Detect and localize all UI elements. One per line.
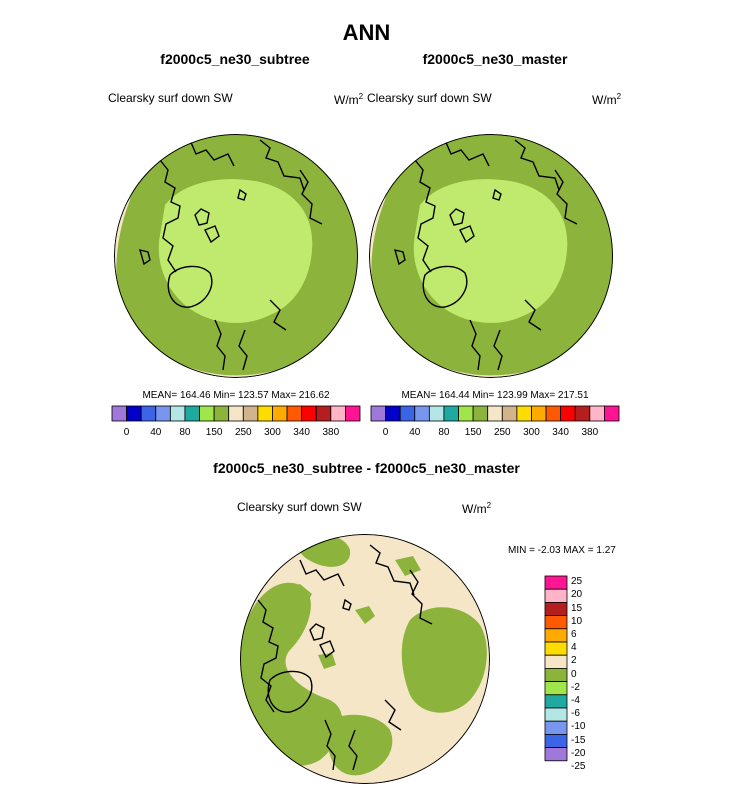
colorbar-swatch bbox=[473, 406, 488, 421]
colorbar-tick-label: -4 bbox=[571, 695, 580, 706]
diff-panel-variable: Clearsky surf down SW bbox=[237, 500, 362, 514]
colorbar-swatch bbox=[185, 406, 200, 421]
colorbar-swatch bbox=[531, 406, 546, 421]
units-exponent: 2 bbox=[616, 92, 622, 101]
panel-right-title: f2000c5_ne30_master bbox=[422, 51, 568, 67]
polar-map-left bbox=[114, 132, 360, 378]
colorbar-tick-label: 340 bbox=[293, 427, 310, 438]
colorbar-tick-label: 40 bbox=[409, 427, 421, 438]
diff-panel-minmax: MIN = -2.03 MAX = 1.27 bbox=[508, 545, 616, 556]
colorbar-tick-label: 300 bbox=[264, 427, 281, 438]
colorbar-tick-label: -10 bbox=[571, 721, 586, 733]
colorbar-swatch bbox=[545, 682, 567, 695]
colorbar-left bbox=[112, 406, 360, 421]
colorbar-tick-label: 6 bbox=[571, 629, 577, 640]
colorbar-tick-label: 20 bbox=[571, 589, 583, 601]
colorbar-tick-label: 340 bbox=[552, 427, 569, 438]
panel-left-stats: MEAN= 164.46 Min= 123.57 Max= 216.62 bbox=[142, 390, 330, 401]
colorbar-swatch bbox=[200, 406, 215, 421]
colorbar-right bbox=[371, 406, 619, 421]
colorbar-tick-label: 150 bbox=[205, 427, 223, 438]
colorbar-swatch bbox=[170, 406, 185, 421]
colorbar-tick-label: 10 bbox=[571, 615, 583, 627]
colorbar-swatch bbox=[415, 406, 430, 421]
colorbar-swatch bbox=[545, 642, 567, 655]
colorbar-swatch bbox=[545, 708, 567, 721]
colorbar-tick-label: 80 bbox=[438, 427, 450, 438]
colorbar-swatch bbox=[517, 406, 532, 421]
colorbar-tick-label: 2 bbox=[571, 655, 577, 667]
colorbar-tick-label: 0 bbox=[123, 427, 130, 438]
colorbar-tick-label: 300 bbox=[523, 427, 540, 438]
colorbar-swatch bbox=[272, 406, 287, 421]
colorbar-tick-label: 80 bbox=[179, 427, 191, 438]
colorbar-swatch bbox=[502, 406, 517, 421]
colorbar-swatch bbox=[488, 406, 503, 421]
colorbar-swatch bbox=[546, 406, 561, 421]
colorbar-swatch bbox=[258, 406, 273, 421]
colorbar-tick-label: 380 bbox=[581, 427, 599, 438]
colorbar-swatch bbox=[545, 734, 567, 747]
colorbar-tick-label: 4 bbox=[571, 642, 577, 654]
colorbar-swatch bbox=[345, 406, 360, 421]
polar-map-right bbox=[369, 132, 615, 378]
colorbar-swatch bbox=[459, 406, 474, 421]
colorbar-tick-label: 380 bbox=[322, 427, 340, 438]
colorbar-swatch bbox=[316, 406, 331, 421]
colorbar-swatch bbox=[302, 406, 317, 421]
colorbar-swatch bbox=[214, 406, 229, 421]
colorbar-tick-label: 250 bbox=[493, 427, 511, 438]
figure-title: ANN bbox=[342, 20, 391, 45]
colorbar-tick-label: 250 bbox=[234, 427, 252, 438]
panel-right-stats: MEAN= 164.44 Min= 123.99 Max= 217.51 bbox=[401, 390, 589, 401]
colorbar-swatch bbox=[545, 695, 567, 708]
colorbar-swatch bbox=[561, 406, 576, 421]
colorbar-tick-label: -6 bbox=[571, 708, 580, 720]
diff-panel-title: f2000c5_ne30_subtree - f2000c5_ne30_master bbox=[213, 460, 520, 476]
colorbar-swatch bbox=[545, 576, 567, 589]
colorbar-swatch bbox=[287, 406, 302, 421]
colorbar-swatch bbox=[331, 406, 346, 421]
colorbar-tick-label: -20 bbox=[571, 747, 586, 759]
colorbar-tick-label: -2 bbox=[571, 681, 580, 693]
colorbar-tick-label: -25 bbox=[571, 761, 586, 772]
colorbar-swatch bbox=[386, 406, 401, 421]
colorbar-swatch bbox=[545, 721, 567, 734]
colorbar-swatch bbox=[444, 406, 459, 421]
units-exponent: 2 bbox=[358, 92, 364, 101]
units-base: W/m bbox=[592, 93, 617, 107]
colorbar-swatch bbox=[371, 406, 386, 421]
colorbar-swatch bbox=[575, 406, 590, 421]
colorbar-swatch bbox=[545, 589, 567, 602]
colorbar-swatch bbox=[243, 406, 258, 421]
colorbar-swatch bbox=[590, 406, 605, 421]
colorbar-swatch bbox=[545, 748, 567, 761]
colorbar-tick-label: 15 bbox=[571, 602, 583, 614]
colorbar-swatch bbox=[156, 406, 171, 421]
colorbar-swatch bbox=[127, 406, 142, 421]
colorbar-swatch bbox=[545, 602, 567, 615]
colorbar-swatch bbox=[112, 406, 127, 421]
colorbar-swatch bbox=[400, 406, 415, 421]
colorbar-difference bbox=[545, 576, 567, 761]
units-base: W/m bbox=[334, 93, 359, 107]
colorbar-swatch bbox=[545, 616, 567, 629]
panel-left-title: f2000c5_ne30_subtree bbox=[160, 51, 310, 67]
units-base: W/m bbox=[462, 502, 487, 516]
colorbar-tick-label: 0 bbox=[382, 427, 389, 438]
colorbar-swatch bbox=[141, 406, 156, 421]
units-exponent: 2 bbox=[486, 501, 492, 510]
colorbar-swatch bbox=[545, 629, 567, 642]
colorbar-swatch bbox=[604, 406, 619, 421]
panel-left-variable: Clearsky surf down SW bbox=[108, 91, 233, 105]
colorbar-tick-label: -15 bbox=[571, 734, 586, 746]
colorbar-swatch bbox=[545, 668, 567, 681]
colorbar-tick-label: 150 bbox=[464, 427, 482, 438]
colorbar-swatch bbox=[229, 406, 244, 421]
colorbar-tick-label: 0 bbox=[571, 668, 577, 680]
panel-right-variable: Clearsky surf down SW bbox=[367, 91, 492, 105]
colorbar-tick-label: 40 bbox=[150, 427, 162, 438]
colorbar-swatch bbox=[545, 655, 567, 668]
polar-map-difference bbox=[237, 534, 490, 784]
colorbar-tick-label: 25 bbox=[571, 576, 583, 588]
colorbar-swatch bbox=[429, 406, 444, 421]
